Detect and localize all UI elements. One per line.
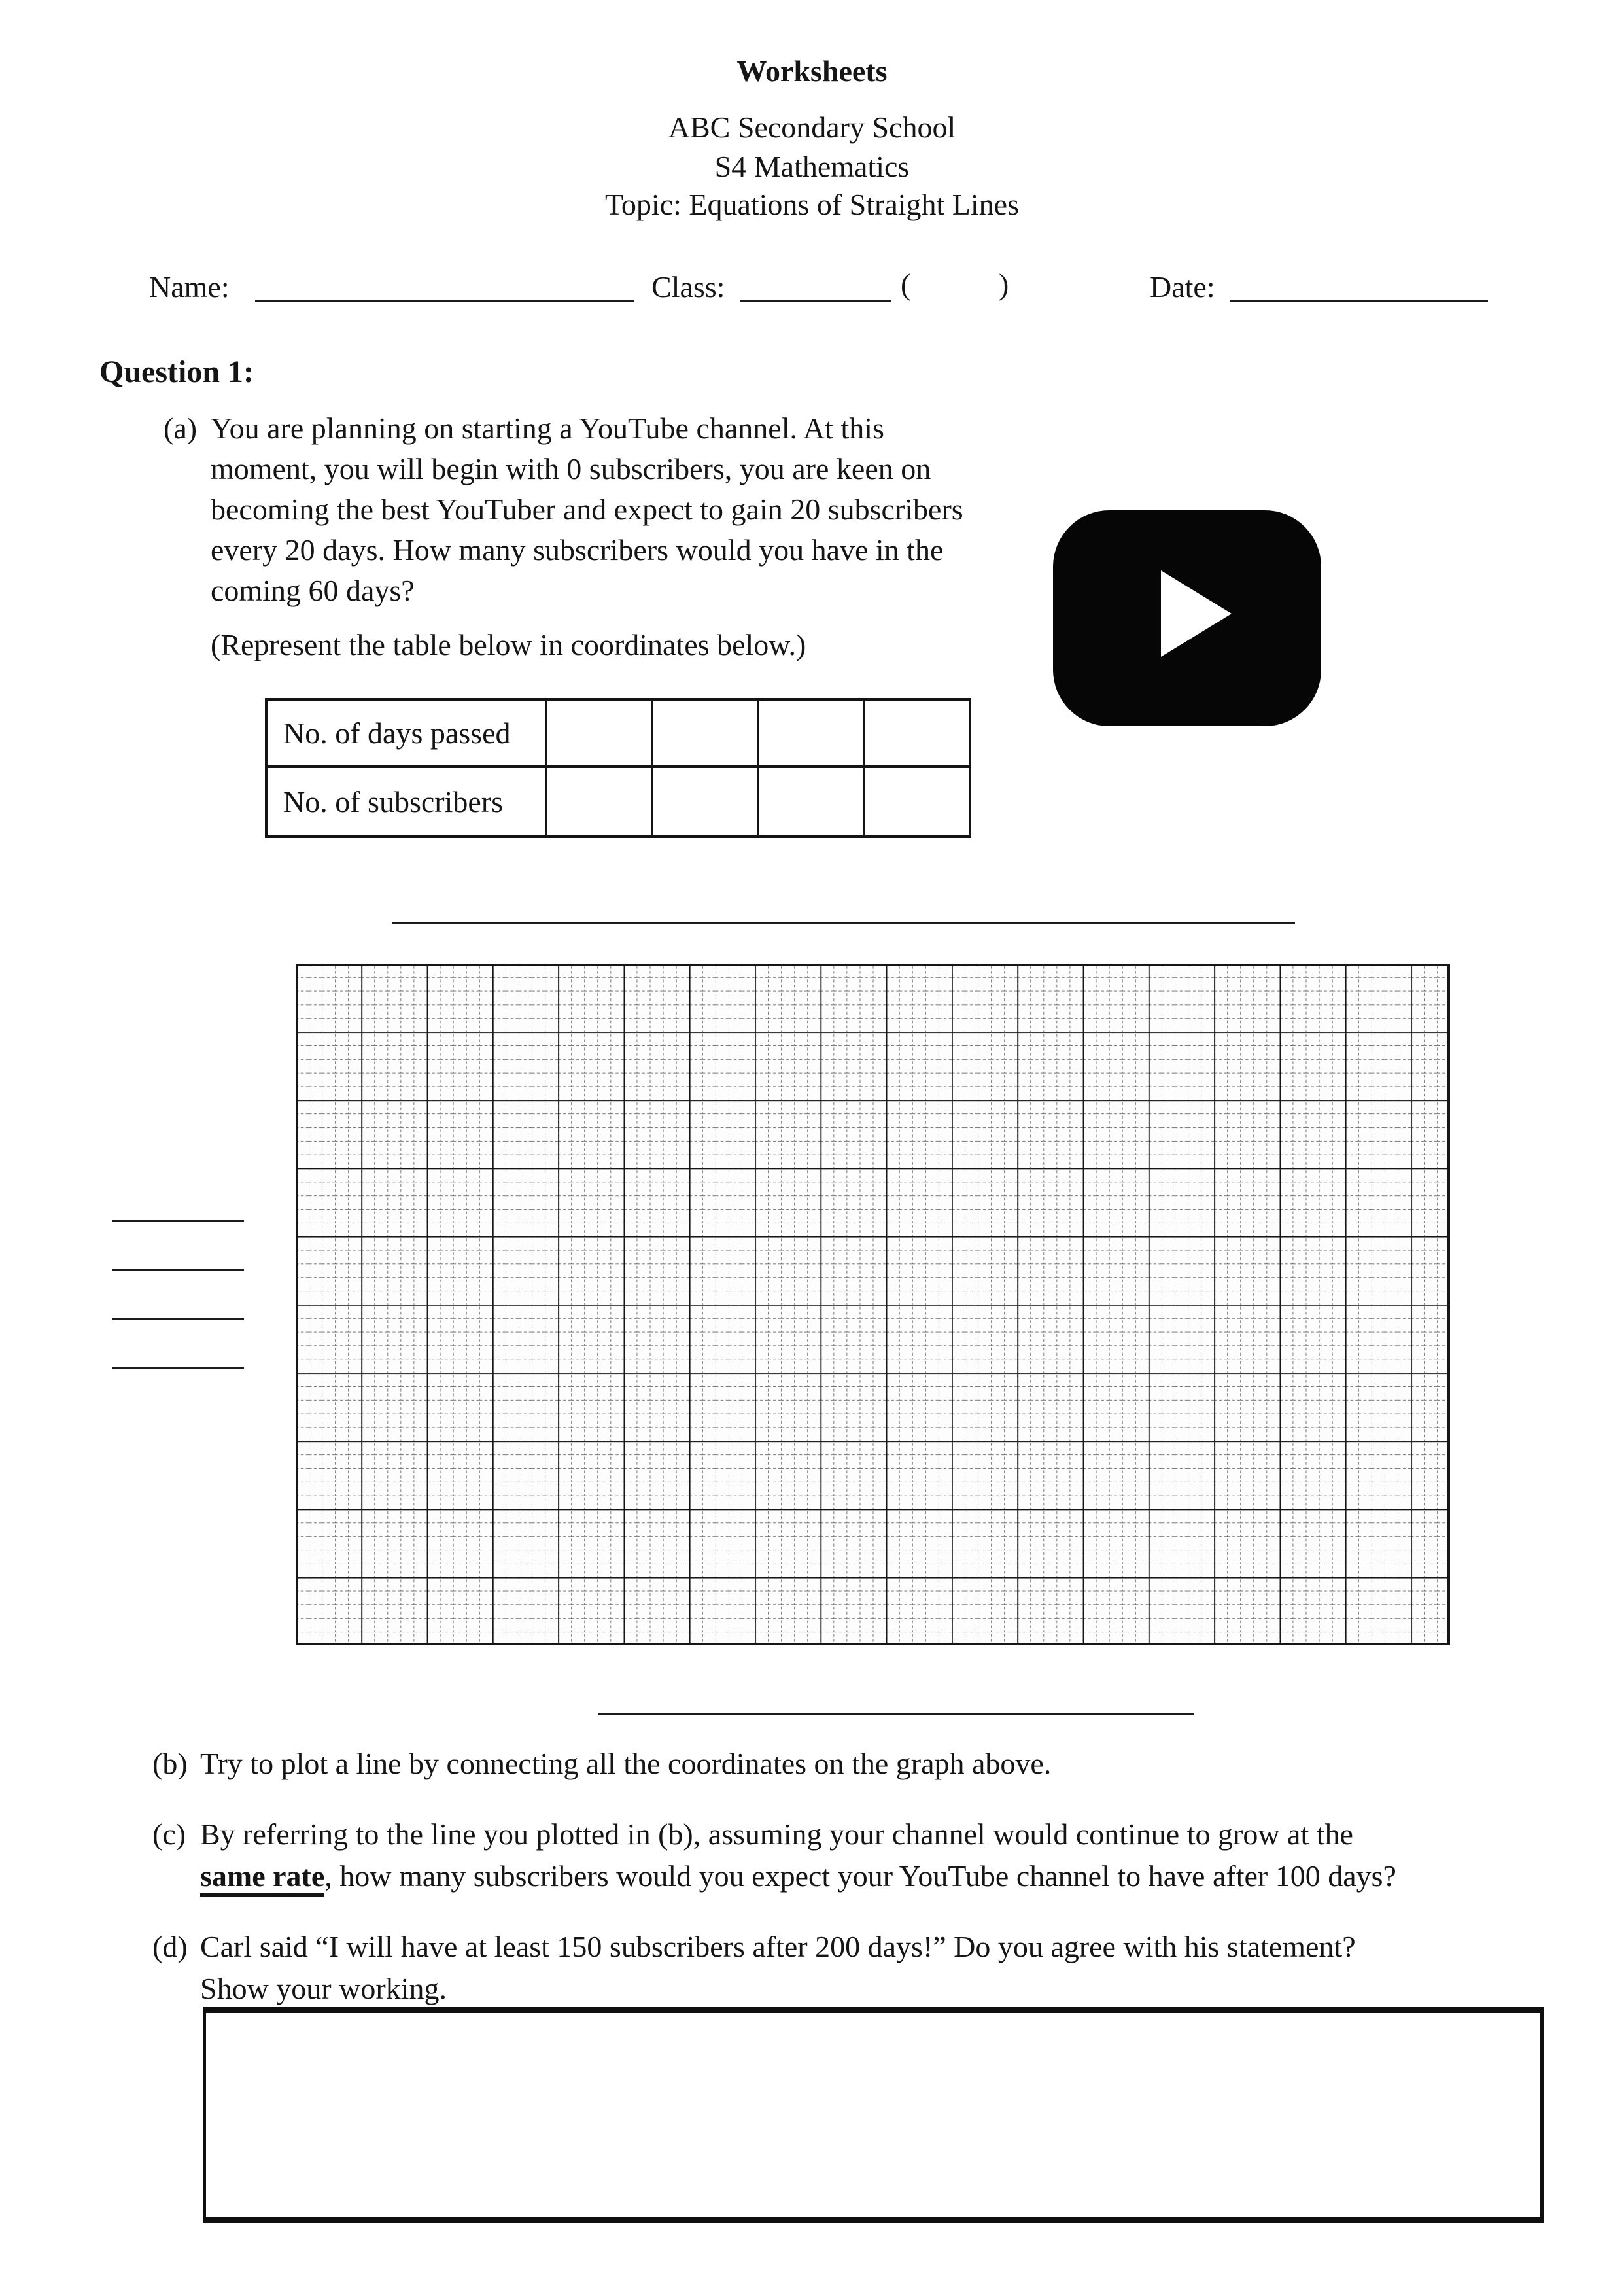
part-a-line: coming 60 days?: [211, 574, 415, 607]
part-a-note: (Represent the table below in coordinates below.): [211, 628, 806, 661]
part-a-line: becoming the best YouTuber and expect to gain 20 subscribers: [211, 493, 963, 526]
table-cell[interactable]: [864, 699, 970, 767]
table-cell[interactable]: [652, 767, 758, 837]
class-paren-open: (: [901, 268, 911, 301]
part-c-line1: By referring to the line you plotted in (b), assuming your channel would continue to grow at the: [200, 1817, 1353, 1851]
part-b-label: (b): [152, 1747, 188, 1780]
table-cell[interactable]: [864, 767, 970, 837]
table-row: [266, 767, 970, 837]
page-title: Worksheets: [736, 54, 888, 88]
name-blank-line[interactable]: [255, 300, 634, 302]
class-paren-close: ): [999, 268, 1009, 301]
course-name: S4 Mathematics: [714, 150, 910, 183]
part-b-text: Try to plot a line by connecting all the coordinates on the graph above.: [200, 1747, 1052, 1780]
school-name: ABC Secondary School: [668, 111, 956, 144]
table-row-header: No. of days passed: [266, 699, 546, 767]
emphasis-same-rate: same rate: [200, 1860, 324, 1897]
table-row: [266, 699, 970, 767]
part-c-line2-rest: , how many subscribers would you expect your YouTube channel to have after 100 days?: [324, 1859, 1396, 1893]
class-number-blank[interactable]: [916, 267, 994, 300]
table-cell[interactable]: [758, 767, 864, 837]
youtube-play-icon: [1053, 510, 1321, 729]
graph-caption-blank[interactable]: [598, 1713, 1194, 1715]
table-row-header: No. of subscribers: [266, 767, 546, 837]
table-cell[interactable]: [546, 699, 652, 767]
class-blank-line[interactable]: [740, 300, 891, 302]
data-table: [265, 698, 971, 838]
date-blank-line[interactable]: [1230, 300, 1488, 302]
date-label: Date:: [1150, 270, 1215, 304]
part-a-label: (a): [164, 412, 198, 445]
table-cell[interactable]: [652, 699, 758, 767]
part-a-line: every 20 days. How many subscribers would you have in the: [211, 533, 944, 567]
part-c-label: (c): [152, 1817, 186, 1851]
part-c-line2: [200, 1856, 1396, 1897]
part-a-line: You are planning on starting a YouTube channel. At this: [211, 412, 884, 445]
part-a-line: moment, you will begin with 0 subscribers, you are keen on: [211, 452, 931, 485]
topic-line: Topic: Equations of Straight Lines: [604, 188, 1020, 221]
table-cell[interactable]: [758, 699, 864, 767]
table-cell[interactable]: [546, 767, 652, 837]
coordinate-blank-line[interactable]: [112, 1220, 244, 1222]
coordinate-blank-line[interactable]: [112, 1367, 244, 1369]
graph-title-blank[interactable]: [392, 922, 1295, 924]
part-d-line1: Carl said “I will have at least 150 subscribers after 200 days!” Do you agree with his statement?: [200, 1930, 1356, 1963]
graph-paper-grid[interactable]: [296, 964, 1450, 1649]
working-area-box[interactable]: [203, 2007, 1544, 2223]
coordinate-blank-line[interactable]: [112, 1269, 244, 1271]
part-d-line2: Show your working.: [200, 1972, 447, 2005]
class-label: Class:: [651, 270, 725, 304]
coordinate-blank-line[interactable]: [112, 1318, 244, 1320]
name-label: Name:: [149, 270, 230, 304]
question-1-heading: Question 1:: [99, 355, 254, 389]
part-d-label: (d): [152, 1930, 188, 1963]
